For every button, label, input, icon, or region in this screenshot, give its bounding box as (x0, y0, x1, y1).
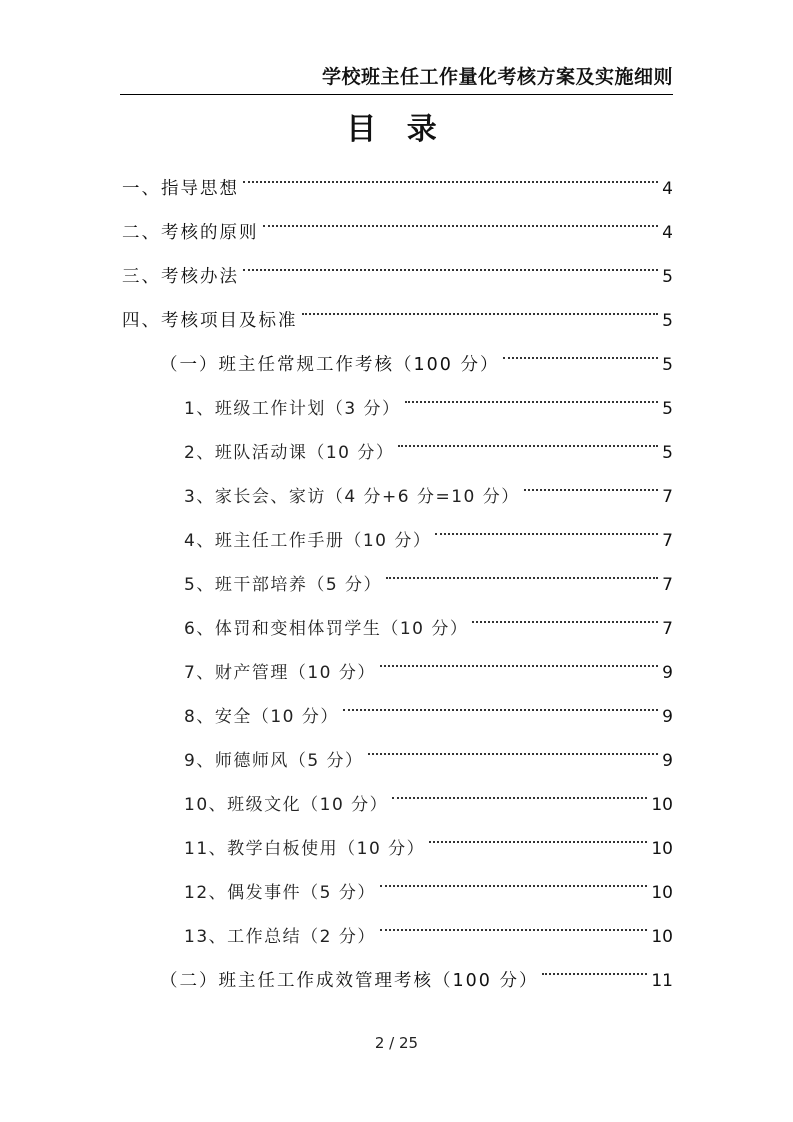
toc-entry[interactable] (184, 726, 673, 771)
toc-entry-page: 10 (651, 795, 673, 815)
toc-leader-dots (302, 286, 659, 326)
toc-entry-label: （一）班主任常规工作考核（100 分） (160, 355, 500, 375)
toc-entry[interactable] (122, 242, 673, 287)
toc-entry[interactable] (184, 770, 673, 815)
toc-entry-page: 7 (662, 531, 673, 551)
toc-leader-dots (398, 418, 658, 458)
toc-entry[interactable] (184, 814, 673, 859)
toc-entry[interactable] (122, 198, 673, 243)
toc-entry-label: 三、考核办法 (122, 267, 239, 287)
toc-entry-page: 4 (662, 223, 673, 243)
toc-leader-dots (524, 462, 658, 502)
toc-entry[interactable] (122, 286, 673, 331)
toc-entry-label: 8、安全（10 分） (184, 707, 339, 727)
toc-entry[interactable] (160, 330, 673, 375)
toc-entry-label: 二、考核的原则 (122, 223, 259, 243)
toc-entry-page: 9 (662, 751, 673, 771)
toc-entry-page: 9 (662, 663, 673, 683)
toc-entry-page: 5 (662, 267, 673, 287)
toc-leader-dots (380, 902, 648, 942)
toc-entry[interactable] (160, 946, 673, 991)
toc-entry-page: 5 (662, 443, 673, 463)
toc-entry-label: 12、偶发事件（5 分） (184, 883, 376, 903)
toc-entry[interactable] (184, 682, 673, 727)
toc-leader-dots (380, 638, 658, 678)
toc-leader-dots (392, 770, 647, 810)
toc-entry-page: 7 (662, 575, 673, 595)
toc-leader-dots (472, 594, 658, 634)
toc-entry-label: 10、班级文化（10 分） (184, 795, 389, 815)
toc-title: 目 录 (346, 112, 447, 147)
toc-entry-label: 9、师德师风（5 分） (184, 751, 364, 771)
toc-entry[interactable] (184, 594, 673, 639)
toc-entry[interactable] (184, 462, 673, 507)
toc-leader-dots (343, 682, 658, 722)
toc-entry-page: 5 (662, 311, 673, 331)
toc-entry-page: 11 (651, 971, 673, 991)
page-number: 2 / 25 (374, 1034, 419, 1052)
toc-leader-dots (542, 946, 647, 986)
toc-entry-label: 四、考核项目及标准 (122, 311, 298, 331)
toc-entry-page: 10 (651, 883, 673, 903)
toc-entry[interactable] (184, 418, 673, 463)
toc-leader-dots (405, 374, 659, 414)
toc-entry-page: 7 (662, 619, 673, 639)
toc-entry-label: 11、教学白板使用（10 分） (184, 839, 426, 859)
toc-entry[interactable] (122, 154, 673, 199)
toc-leader-dots (503, 330, 658, 370)
toc-leader-dots (386, 550, 658, 590)
toc-leader-dots (368, 726, 659, 766)
toc-entry-page: 4 (662, 179, 673, 199)
toc-entry-label: 13、工作总结（2 分） (184, 927, 376, 947)
toc-entry-label: 4、班主任工作手册（10 分） (184, 531, 432, 551)
header-divider (120, 94, 673, 95)
toc-entry[interactable] (184, 550, 673, 595)
toc-entry-page: 9 (662, 707, 673, 727)
toc-leader-dots (380, 858, 648, 898)
toc-entry-label: 2、班队活动课（10 分） (184, 443, 395, 463)
toc-leader-dots (429, 814, 647, 854)
toc-entry-label: （二）班主任工作成效管理考核（100 分） (160, 971, 539, 991)
toc-entry-label: 6、体罚和变相体罚学生（10 分） (184, 619, 469, 639)
toc-entry[interactable] (184, 902, 673, 947)
toc-entry-label: 一、指导思想 (122, 179, 239, 199)
toc-entry-label: 1、班级工作计划（3 分） (184, 399, 401, 419)
toc-leader-dots (263, 198, 659, 238)
toc-entry-label: 5、班干部培养（5 分） (184, 575, 383, 595)
document-header-title: 学校班主任工作量化考核方案及实施细则 (321, 66, 673, 88)
toc-entry-page: 7 (662, 487, 673, 507)
toc-entry-page: 5 (662, 355, 673, 375)
toc-entry-page: 10 (651, 839, 673, 859)
toc-entry-label: 3、家长会、家访（4 分+6 分=10 分） (184, 487, 520, 507)
toc-leader-dots (243, 242, 658, 282)
toc-entry-page: 10 (651, 927, 673, 947)
toc-entry[interactable] (184, 506, 673, 551)
toc-entry-label: 7、财产管理（10 分） (184, 663, 376, 683)
toc-leader-dots (243, 154, 658, 194)
toc-entry[interactable] (184, 638, 673, 683)
toc-entry-page: 5 (662, 399, 673, 419)
toc-leader-dots (435, 506, 658, 546)
toc-entry[interactable] (184, 374, 673, 419)
toc-entry[interactable] (184, 858, 673, 903)
